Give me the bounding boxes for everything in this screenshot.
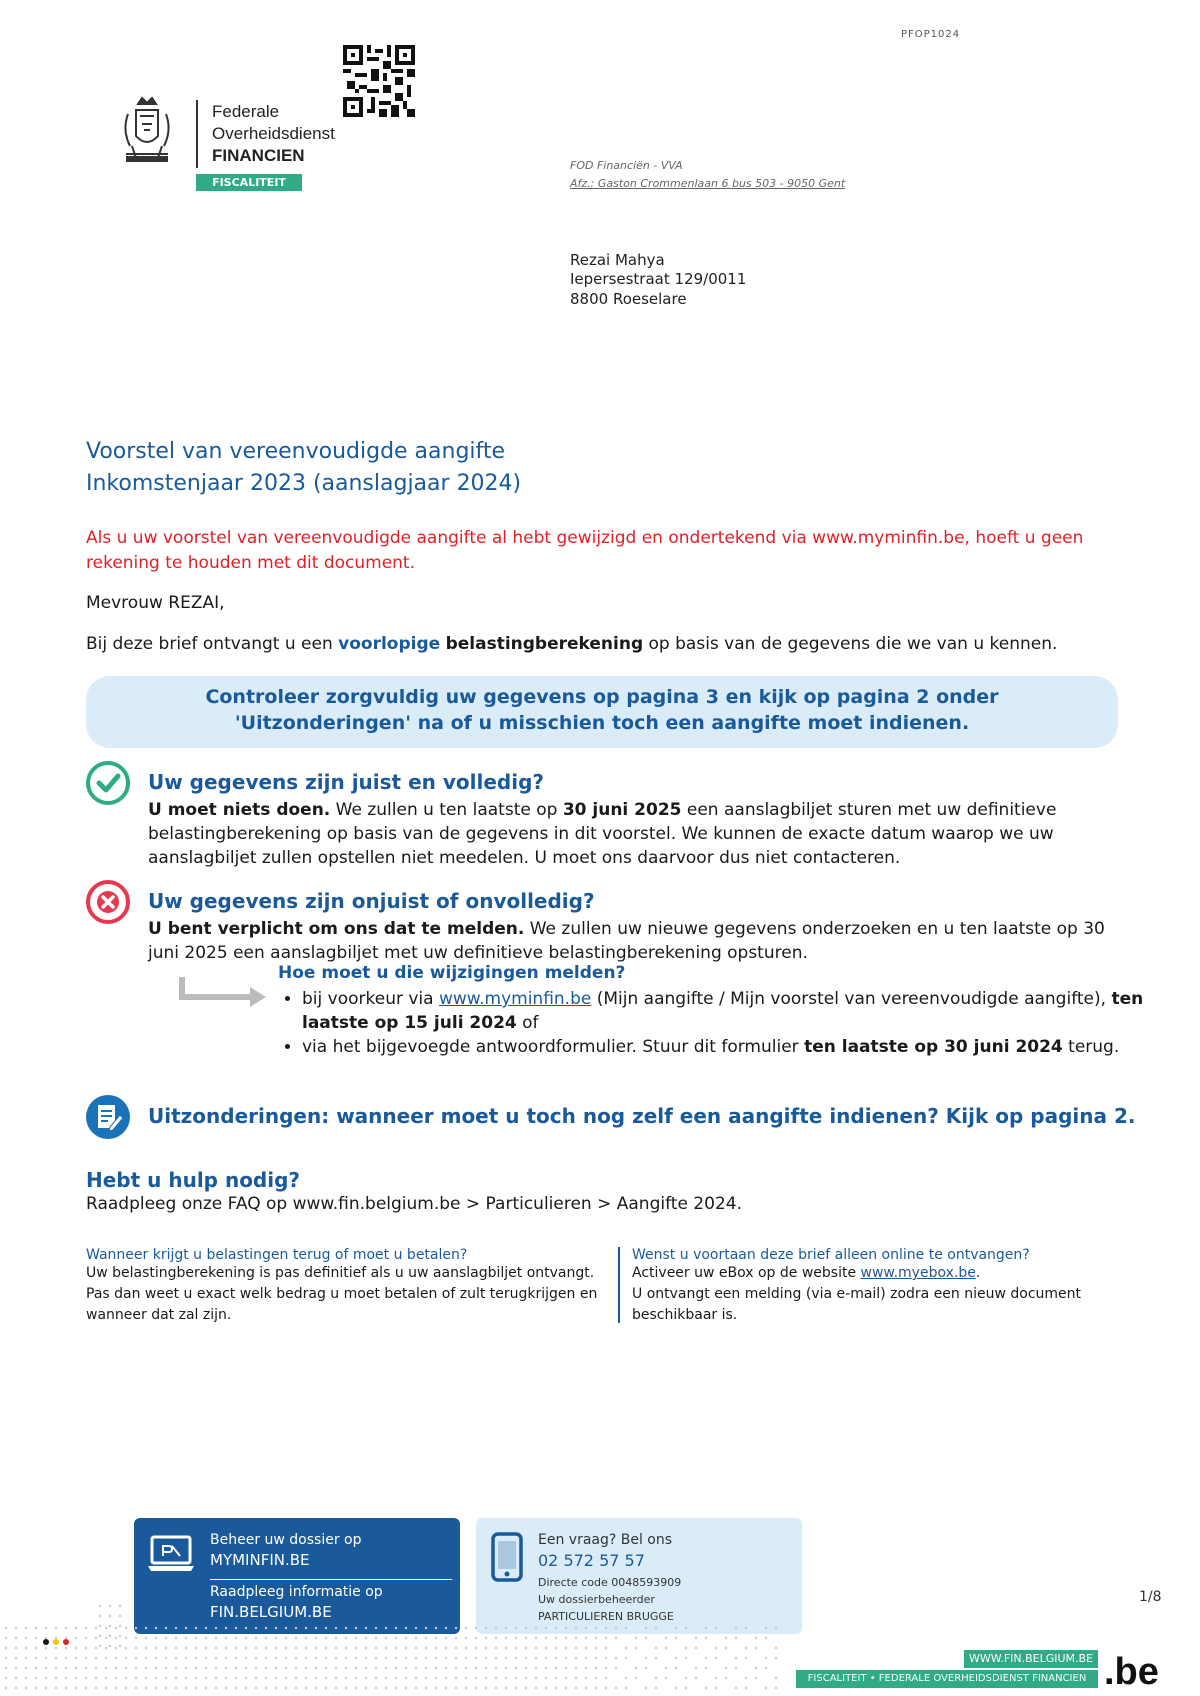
error-section-title: Uw gegevens zijn onjuist of onvolledig?	[148, 889, 595, 913]
band-url[interactable]: WWW.FIN.BELGIUM.BE	[964, 1650, 1098, 1668]
cross-circle-icon	[84, 878, 132, 926]
sender-line-2: Afz.: Gaston Crommenlaan 6 bus 503 - 9050 Gent	[570, 177, 846, 190]
ebox-info-text: Activeer uw eBox op de website www.myebox.be. U ontvangt een melding (via e-mail) zodra een nieuw document beschikbaar is.	[632, 1265, 1082, 1323]
logo-line-overheidsdienst: Overheidsdienst	[212, 124, 335, 143]
logo-line-financien: FINANCIEN	[212, 146, 305, 165]
manage-dossier-label: Beheer uw dossier op	[210, 1532, 362, 1548]
document-pencil-icon	[84, 1093, 132, 1141]
qr-code-icon	[343, 45, 415, 117]
help-text: Raadpleeg onze FAQ op www.fin.belgium.be > Particulieren > Aangifte 2024.	[86, 1194, 742, 1214]
intro-paragraph: Bij deze brief ontvangt u een voorlopige belastingberekening op basis van de gegevens die we van u kennen.	[86, 634, 1058, 654]
handler-name: PARTICULIEREN BRUGGE	[538, 1610, 674, 1623]
intro-belastingberekening: belastingberekening	[445, 634, 644, 654]
recipient-street: Iepersestraat 129/0011	[570, 270, 747, 288]
highlight-line-2: 'Uitzonderingen' na of u misschien toch een aangifte moet indienen.	[234, 712, 970, 734]
call-us-label: Een vraag? Bel ons	[538, 1532, 673, 1548]
warning-text: Als u uw voorstel van vereenvoudigde aangifte al hebt gewijzigd en ondertekend via www.myminfin.be, hoeft u geen rekening te houden met dit document.	[86, 528, 1084, 573]
info-label: Raadpleeg informatie op	[210, 1584, 383, 1600]
how-to-report-title: Hoe moet u die wijzigingen melden?	[278, 963, 626, 983]
phone-number[interactable]: 02 572 57 57	[538, 1551, 645, 1570]
check-circle-icon	[84, 759, 132, 807]
myminfin-link[interactable]: www.myminfin.be	[438, 989, 592, 1009]
laptop-icon	[146, 1534, 196, 1574]
list-item: • via het bijgevoegde antwoordformulier. Stuur dit formulier ten laatste op 30 juni 2024 terug.	[302, 1035, 1152, 1059]
exceptions-text: Uitzonderingen: wanneer moet u toch nog zelf een aangifte indienen? Kijk op pagina 2.	[148, 1104, 1136, 1128]
sender-line-1: FOD Financiën - VVA	[570, 159, 683, 172]
ebox-info-title: Wenst u voortaan deze brief alleen online te ontvangen?	[632, 1247, 1030, 1263]
document-title-line-2: Inkomstenjaar 2023 (aanslagjaar 2024)	[86, 471, 522, 496]
ok-section-title: Uw gegevens zijn juist en volledig?	[148, 770, 544, 794]
list-item: • bij voorkeur via www.myminfin.be (Mijn aangifte / Mijn voorstel van vereenvoudigde aangifte), ten laatste op 15 juli 2024 of	[302, 987, 1152, 1035]
box-divider	[210, 1579, 452, 1580]
logo-badge-fiscaliteit: FISCALITEIT	[196, 174, 302, 191]
ok-section-text: U moet niets doen. We zullen u ten laatste op 30 juni 2025 een aanslagbiljet sturen met uw definitieve belastingberekening op basis van de gegevens in dit voorstel. We kunnen de exacte datum waarop we uw aanslagbiljet zullen opstellen niet meedelen. U moet ons daarvoor dus niet contacteren.	[148, 800, 1057, 868]
logo-separator	[196, 100, 198, 168]
highlight-line-1: Controleer zorgvuldig uw gegevens op pagina 3 en kijk op pagina 2 onder	[205, 686, 999, 708]
intro-voorlopige: voorlopige	[338, 634, 441, 654]
crest-icon	[118, 96, 176, 168]
phone-icon	[490, 1532, 524, 1582]
how-to-report-list	[278, 987, 1152, 1059]
document-title-line-1: Voorstel van vereenvoudigde aangifte	[86, 439, 506, 464]
fin-belgium-footer-link[interactable]: FIN.BELGIUM.BE	[210, 1603, 332, 1621]
recipient-name: Rezai Mahya	[570, 251, 665, 269]
refund-info-text: Uw belastingberekening is pas definitief als u uw aanslagbiljet ontvangt. Pas dan weet u exact welk bedrag u moet betalen of zult terugkrijgen en wanneer dat zal zijn.	[86, 1265, 598, 1323]
be-logo: .be	[1104, 1651, 1159, 1693]
page-number: 1/8	[1139, 1589, 1162, 1605]
refund-info-column	[86, 1247, 606, 1326]
myebox-link[interactable]: www.myebox.be	[860, 1265, 976, 1281]
refund-info-title: Wanneer krijgt u belastingen terug of moet u betalen?	[86, 1247, 468, 1263]
recipient-city: 8800 Roeselare	[570, 290, 687, 308]
column-separator	[618, 1247, 620, 1323]
band-text: FISCALITEIT • FEDERALE OVERHEIDSDIENST FINANCIEN	[796, 1670, 1098, 1688]
salutation: Mevrouw REZAI,	[86, 593, 225, 613]
help-title: Hebt u hulp nodig?	[86, 1168, 301, 1192]
logo-line-federale: Federale	[212, 102, 280, 121]
handler-label: Uw dossierbeheerder	[538, 1593, 655, 1606]
direct-code: Directe code 0048593909	[538, 1576, 682, 1589]
ebox-info-column	[632, 1247, 1112, 1326]
arrow-right-icon	[178, 975, 268, 1011]
error-section-text: U bent verplicht om ons dat te melden. We zullen uw nieuwe gegevens onderzoeken en u ten laatste op 30 juni 2025 een aanslagbiljet met uw definitieve belastingberekening opsturen.	[148, 919, 1105, 963]
myminfin-footer-link[interactable]: MYMINFIN.BE	[210, 1551, 310, 1569]
document-reference: PFOP1024	[901, 29, 961, 40]
